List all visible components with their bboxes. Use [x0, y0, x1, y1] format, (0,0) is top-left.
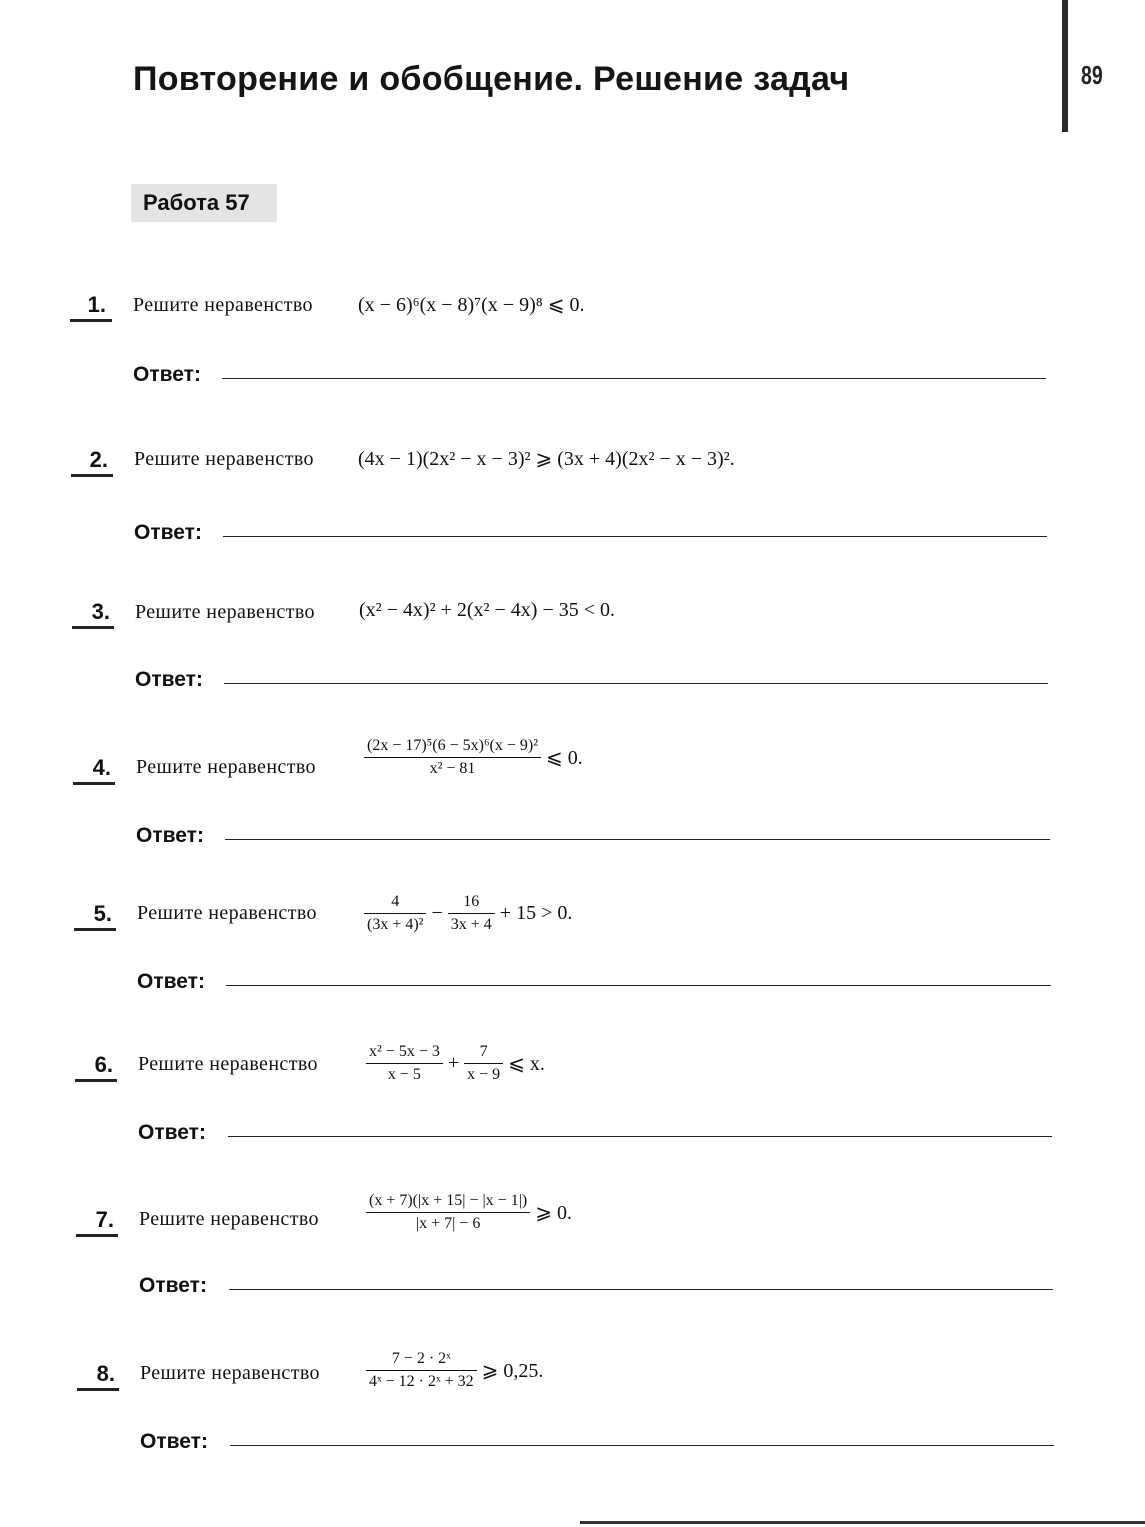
problem-number: 2.: [89, 447, 108, 472]
fraction-numerator: 7: [464, 1043, 503, 1064]
work-label: Работа 57: [143, 190, 250, 215]
page-edge-rule: [580, 1521, 1145, 1524]
problem-number: 3.: [91, 599, 110, 624]
number-underline: [73, 782, 115, 785]
expression-tail: ⩽ x.: [508, 1053, 545, 1075]
problem-number: 6.: [94, 1052, 113, 1077]
problem-text: Решите неравенство: [138, 1053, 318, 1075]
fraction-denominator: x − 9: [467, 1066, 501, 1083]
fraction: [366, 1192, 530, 1233]
page-number: 89: [1081, 60, 1103, 90]
fraction-numerator: x² − 5x − 3: [366, 1043, 443, 1064]
problem-number: 5.: [93, 901, 112, 926]
fraction: [364, 737, 541, 778]
problem-expression: [364, 893, 572, 934]
answer-label: Ответ:: [133, 363, 201, 386]
answer-line[interactable]: [230, 1445, 1054, 1446]
problem-text: Решите неравенство: [136, 756, 316, 778]
answer-line[interactable]: [225, 839, 1050, 840]
fraction: [366, 1350, 477, 1391]
problem-number: 7.: [95, 1207, 114, 1232]
expression-tail: ⩾ 0,25.: [481, 1360, 544, 1382]
answer-label: Ответ:: [135, 668, 203, 691]
fraction-numerator: (2x − 17)⁵(6 − 5x)⁶(x − 9)²: [364, 737, 541, 758]
fraction-numerator: 4: [364, 893, 426, 914]
margin-rule: [1062, 0, 1068, 132]
answer-label: Ответ:: [139, 1274, 207, 1297]
answer-line[interactable]: [224, 683, 1048, 684]
answer-line[interactable]: [226, 985, 1051, 986]
problem-expression: [366, 1192, 572, 1233]
fraction-numerator: 16: [448, 893, 495, 914]
number-underline: [77, 1388, 119, 1391]
fraction-1: [366, 1043, 443, 1084]
answer-label: Ответ:: [138, 1121, 206, 1144]
fraction-denominator: |x + 7| − 6: [415, 1215, 481, 1232]
answer-label: Ответ:: [140, 1430, 208, 1453]
problem-number: 1.: [87, 292, 106, 317]
answer-line[interactable]: [228, 1136, 1052, 1137]
expression-tail: + 15 > 0.: [499, 902, 573, 924]
problem-text: Решите неравенство: [139, 1208, 319, 1230]
problem-text: Решите неравенство: [133, 294, 313, 316]
problem-expression: [366, 1043, 545, 1084]
problem-expression: (x − 6)⁶(x − 8)⁷(x − 9)⁸ ⩽ 0.: [358, 294, 585, 316]
problem-text: Решите неравенство: [135, 601, 315, 623]
expression-tail: ⩽ 0.: [546, 747, 583, 769]
problem-text: Решите неравенство: [134, 448, 314, 470]
number-underline: [72, 626, 114, 629]
number-underline: [75, 1079, 117, 1082]
number-underline: [71, 474, 113, 477]
fraction-2: [448, 893, 495, 934]
number-underline: [70, 319, 112, 322]
problem-expression: [364, 737, 583, 778]
problem-text: Решите неравенство: [140, 1362, 320, 1384]
operator: +: [447, 1052, 460, 1074]
fraction-denominator: 4ˣ − 12 · 2ˣ + 32: [369, 1373, 474, 1390]
fraction-numerator: (x + 7)(|x + 15| − |x − 1|): [366, 1192, 530, 1213]
problem-text: Решите неравенство: [137, 902, 317, 924]
fraction-denominator: 3x + 4: [450, 916, 492, 933]
number-underline: [76, 1234, 118, 1237]
problem-expression: (4x − 1)(2x² − x − 3)² ⩾ (3x + 4)(2x² − x − 3)².: [358, 448, 735, 470]
answer-label: Ответ:: [136, 824, 204, 847]
fraction-denominator: x − 5: [387, 1066, 421, 1083]
fraction-1: [364, 893, 426, 934]
answer-line[interactable]: [229, 1289, 1053, 1290]
problem-expression: [366, 1350, 543, 1391]
answer-line[interactable]: [222, 378, 1046, 379]
number-underline: [74, 928, 116, 931]
fraction-numerator: 7 − 2 · 2ˣ: [366, 1350, 477, 1371]
work-badge: [131, 184, 277, 222]
page-title: Повторение и обобщение. Решение задач: [133, 60, 850, 98]
problem-expression: (x² − 4x)² + 2(x² − 4x) − 35 < 0.: [359, 599, 616, 621]
operator: −: [431, 902, 443, 924]
answer-label: Ответ:: [134, 521, 202, 544]
answer-label: Ответ:: [137, 970, 205, 993]
fraction-2: [464, 1043, 503, 1084]
problem-number: 8.: [96, 1361, 115, 1386]
fraction-denominator: (3x + 4)²: [367, 916, 424, 933]
expression-tail: ⩾ 0.: [535, 1202, 572, 1224]
fraction-denominator: x² − 81: [429, 760, 476, 777]
problem-number: 4.: [92, 755, 111, 780]
answer-line[interactable]: [223, 536, 1047, 537]
